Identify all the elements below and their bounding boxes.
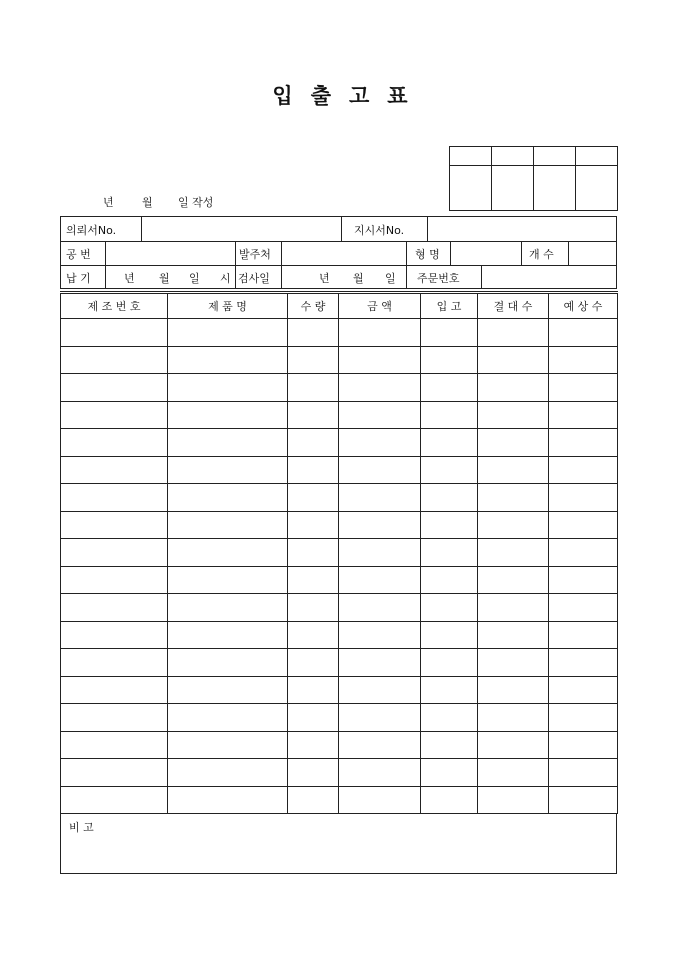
approval-sign-1[interactable] [450, 166, 492, 211]
table-cell[interactable] [288, 731, 339, 759]
table-cell[interactable] [339, 374, 421, 402]
table-cell[interactable] [288, 759, 339, 787]
table-cell[interactable] [288, 786, 339, 814]
table-cell[interactable] [339, 319, 421, 347]
table-cell[interactable] [339, 731, 421, 759]
table-cell[interactable] [549, 374, 618, 402]
table-row [61, 786, 618, 814]
table-cell[interactable] [549, 539, 618, 567]
table-cell[interactable] [288, 401, 339, 429]
approval-header-2[interactable] [492, 147, 534, 166]
due-year: 년 [124, 272, 135, 285]
title-char-2: 출 [310, 83, 331, 108]
table-cell[interactable] [168, 566, 288, 594]
table-cell[interactable] [61, 401, 168, 429]
table-cell[interactable] [61, 759, 168, 787]
count-field[interactable] [570, 242, 615, 264]
instruction-no-field[interactable] [429, 218, 615, 240]
table-row [61, 649, 618, 677]
table-cell[interactable] [339, 539, 421, 567]
info-block [60, 216, 617, 289]
table-cell[interactable] [478, 346, 549, 374]
table-cell[interactable] [168, 374, 288, 402]
table-row [61, 594, 618, 622]
table-cell[interactable] [288, 484, 339, 512]
table-cell[interactable] [288, 676, 339, 704]
table-cell[interactable] [478, 731, 549, 759]
table-row [61, 456, 618, 484]
table-cell[interactable] [288, 649, 339, 677]
table-row [61, 539, 618, 567]
approval-header-1[interactable] [450, 147, 492, 166]
table-cell[interactable] [549, 621, 618, 649]
table-cell[interactable] [168, 456, 288, 484]
table-cell[interactable] [549, 786, 618, 814]
insp-year: 년 [319, 272, 330, 285]
table-cell[interactable] [421, 786, 478, 814]
table-body [61, 319, 618, 814]
table-cell[interactable] [288, 429, 339, 457]
table-cell[interactable] [168, 704, 288, 732]
table-cell[interactable] [421, 704, 478, 732]
approval-header-3[interactable] [534, 147, 576, 166]
header-amount: 금 액 [339, 293, 421, 319]
table-cell[interactable] [339, 429, 421, 457]
title-char-4: 표 [387, 83, 408, 108]
table-cell[interactable] [168, 401, 288, 429]
table-cell[interactable] [339, 704, 421, 732]
table-cell[interactable] [61, 511, 168, 539]
table-cell[interactable] [549, 649, 618, 677]
table-cell[interactable] [421, 759, 478, 787]
table-cell[interactable] [339, 649, 421, 677]
table-row [61, 401, 618, 429]
table-row [61, 429, 618, 457]
table-cell[interactable] [339, 346, 421, 374]
table-cell[interactable] [421, 511, 478, 539]
table-cell[interactable] [478, 319, 549, 347]
header-quantity: 수 량 [288, 293, 339, 319]
table-cell[interactable] [549, 676, 618, 704]
table-cell[interactable] [339, 511, 421, 539]
table-cell[interactable] [478, 511, 549, 539]
table-cell[interactable] [288, 511, 339, 539]
table-cell[interactable] [168, 484, 288, 512]
table-cell[interactable] [339, 676, 421, 704]
table-cell[interactable] [421, 456, 478, 484]
written-day: 일 작성 [178, 196, 214, 209]
table-cell[interactable] [61, 676, 168, 704]
table-cell[interactable] [168, 539, 288, 567]
table-cell[interactable] [549, 731, 618, 759]
table-cell[interactable] [478, 401, 549, 429]
table-cell[interactable] [549, 346, 618, 374]
table-cell[interactable] [478, 539, 549, 567]
table-row [61, 759, 618, 787]
table-cell[interactable] [421, 594, 478, 622]
table-row [61, 731, 618, 759]
table-cell[interactable] [549, 704, 618, 732]
table-cell[interactable] [421, 346, 478, 374]
table-cell[interactable] [339, 594, 421, 622]
label-work-no: 공 번 [66, 248, 91, 261]
table-cell[interactable] [478, 594, 549, 622]
table-cell[interactable] [549, 566, 618, 594]
table-cell[interactable] [421, 676, 478, 704]
header-deduct-count: 결 대 수 [478, 293, 549, 319]
table-cell[interactable] [339, 484, 421, 512]
insp-day: 일 [385, 272, 396, 285]
table-cell[interactable] [339, 456, 421, 484]
table-cell[interactable] [421, 621, 478, 649]
table-cell[interactable] [549, 401, 618, 429]
table-cell[interactable] [478, 374, 549, 402]
title-char-1: 입 [272, 83, 293, 108]
table-cell[interactable] [339, 401, 421, 429]
label-order-no: 주문번호 [417, 272, 460, 285]
table-cell[interactable] [61, 566, 168, 594]
table-cell[interactable] [478, 621, 549, 649]
table-cell[interactable] [549, 429, 618, 457]
table-row [61, 346, 618, 374]
table-cell[interactable] [478, 649, 549, 677]
orderer-field[interactable] [283, 242, 405, 264]
table-cell[interactable] [61, 346, 168, 374]
label-due-date: 납 기 [66, 272, 91, 285]
table-cell[interactable] [61, 786, 168, 814]
label-instruction-no: 지시서No. [354, 224, 405, 237]
label-model-name: 형 명 [415, 248, 440, 261]
table-cell[interactable] [168, 346, 288, 374]
remarks-label: 비 고 [69, 821, 94, 834]
table-cell[interactable] [168, 759, 288, 787]
written-year: 년 [103, 196, 114, 209]
table-cell[interactable] [168, 429, 288, 457]
due-hour: 시 [220, 272, 231, 285]
table-cell[interactable] [478, 566, 549, 594]
table-cell[interactable] [288, 374, 339, 402]
table-cell[interactable] [478, 429, 549, 457]
table-row [61, 319, 618, 347]
approval-sign-2[interactable] [492, 166, 534, 211]
work-no-field[interactable] [107, 242, 234, 264]
table-cell[interactable] [478, 456, 549, 484]
table-cell[interactable] [288, 456, 339, 484]
table-cell[interactable] [549, 511, 618, 539]
header-receipt: 입 고 [421, 293, 478, 319]
table-cell[interactable] [61, 319, 168, 347]
table-cell[interactable] [168, 676, 288, 704]
table-row [61, 374, 618, 402]
table-cell[interactable] [339, 786, 421, 814]
table-cell[interactable] [478, 676, 549, 704]
table-row [61, 676, 618, 704]
table-cell[interactable] [478, 704, 549, 732]
table-cell[interactable] [478, 786, 549, 814]
table-cell[interactable] [61, 621, 168, 649]
approval-sign-4[interactable] [576, 166, 618, 211]
insp-month: 월 [353, 272, 364, 285]
table-cell[interactable] [549, 759, 618, 787]
table-cell[interactable] [168, 786, 288, 814]
table-cell[interactable] [288, 539, 339, 567]
header-manufacture-no: 제 조 번 호 [61, 293, 168, 319]
table-cell[interactable] [168, 594, 288, 622]
model-name-field[interactable] [452, 242, 520, 264]
due-day: 일 [189, 272, 200, 285]
table-cell[interactable] [339, 759, 421, 787]
table-cell[interactable] [549, 456, 618, 484]
table-cell[interactable] [168, 649, 288, 677]
table-cell[interactable] [288, 566, 339, 594]
order-no-field[interactable] [483, 266, 615, 288]
table-cell[interactable] [478, 484, 549, 512]
label-inspection-date: 검사일 [238, 272, 270, 285]
table-cell[interactable] [478, 759, 549, 787]
title-char-3: 고 [349, 83, 370, 108]
request-no-field[interactable] [143, 218, 339, 240]
table-cell[interactable] [421, 539, 478, 567]
table-cell[interactable] [168, 511, 288, 539]
table-cell[interactable] [421, 649, 478, 677]
table-cell[interactable] [339, 621, 421, 649]
table-cell[interactable] [288, 621, 339, 649]
table-cell[interactable] [61, 649, 168, 677]
table-cell[interactable] [61, 594, 168, 622]
table-row [61, 704, 618, 732]
table-row [61, 511, 618, 539]
table-row [61, 484, 618, 512]
page-title [0, 80, 680, 110]
table-cell[interactable] [61, 704, 168, 732]
table-cell[interactable] [421, 401, 478, 429]
table-cell[interactable] [61, 374, 168, 402]
written-month: 월 [142, 196, 153, 209]
table-cell[interactable] [61, 539, 168, 567]
table-row [61, 621, 618, 649]
table-cell[interactable] [168, 621, 288, 649]
table-cell[interactable] [421, 429, 478, 457]
approval-boxes [449, 146, 618, 211]
header-product-name: 제 품 명 [168, 293, 288, 319]
table-cell[interactable] [168, 319, 288, 347]
table-cell[interactable] [549, 484, 618, 512]
table-cell[interactable] [421, 319, 478, 347]
table-row [61, 566, 618, 594]
table-cell[interactable] [168, 731, 288, 759]
table-cell[interactable] [421, 566, 478, 594]
table-cell[interactable] [549, 319, 618, 347]
table-cell[interactable] [288, 319, 339, 347]
label-request-no: 의뢰서No. [66, 224, 117, 237]
table-cell[interactable] [421, 731, 478, 759]
table-cell[interactable] [288, 594, 339, 622]
inout-table [60, 291, 618, 814]
table-cell[interactable] [61, 456, 168, 484]
approval-header-4[interactable] [576, 147, 618, 166]
table-cell[interactable] [421, 374, 478, 402]
table-cell[interactable] [61, 429, 168, 457]
header-expected-count: 예 상 수 [549, 293, 618, 319]
label-count: 개 수 [529, 248, 554, 261]
table-cell[interactable] [339, 566, 421, 594]
label-orderer: 발주처 [239, 248, 271, 261]
table-cell[interactable] [288, 704, 339, 732]
table-cell[interactable] [549, 594, 618, 622]
table-cell[interactable] [421, 484, 478, 512]
remarks-box[interactable] [60, 813, 617, 874]
table-cell[interactable] [61, 484, 168, 512]
table-cell[interactable] [288, 346, 339, 374]
approval-sign-3[interactable] [534, 166, 576, 211]
table-cell[interactable] [61, 731, 168, 759]
due-month: 월 [159, 272, 170, 285]
